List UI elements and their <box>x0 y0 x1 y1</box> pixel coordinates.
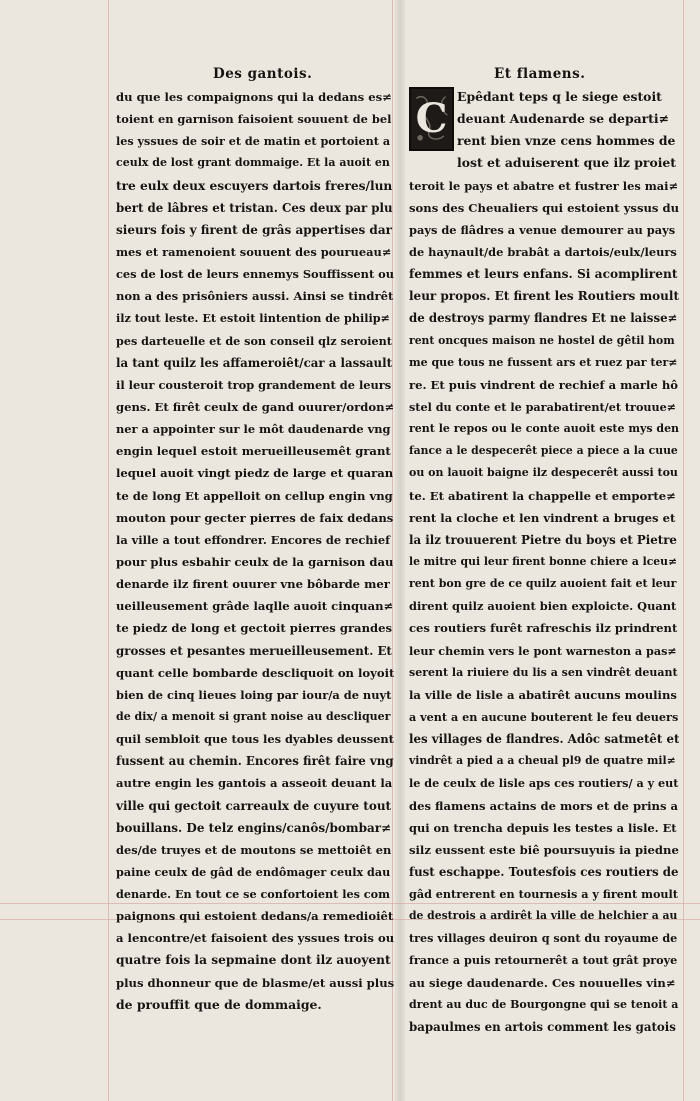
text-line: du que les compaignons qui la dedans es≠ <box>116 90 392 104</box>
text-line: a vent a en aucune bouterent le feu deuers <box>409 709 679 724</box>
text-line: tres villages deuiron q sont du royaume de <box>409 931 678 946</box>
margin-rule-left <box>108 0 109 1101</box>
text-line: plus dhonneur que de blasme/et aussi plus <box>116 975 394 990</box>
text-line: me que tous ne fussent ars et ruez par ter≠ <box>409 355 678 369</box>
text-line: denarde. En tout ce se confortoient les com <box>116 887 390 902</box>
text-line: vindrêt a pied a a cheual pl9 de quatre mil≠ <box>409 754 676 768</box>
text-line: te. Et abatirent la chappelle et emporte≠ <box>409 488 676 503</box>
text-line: silz eussent este biê poursuyuis ia piedne <box>409 842 679 857</box>
text-line: de prouffit que de dommaige. <box>116 996 322 1012</box>
text-line: stel du conte et le parabatirent/et trouue≠ <box>409 399 677 414</box>
text-line: bapaulmes en artois comment les gatois <box>409 1019 676 1034</box>
text-line: lost et aduiserent que ilz proiet <box>457 155 677 171</box>
text-line: ner a appointer sur le môt daudenarde vng <box>116 422 391 437</box>
text-line: Epêdant teps q le siege estoit <box>457 89 662 104</box>
text-line: engin lequel estoit merueilleusemêt grant <box>116 444 391 459</box>
text-line: de dix/ a menoit si grant noise au descliquer <box>116 709 391 723</box>
text-line: bert de lâbres et tristan. Ces deux par plu <box>116 200 393 215</box>
text-line: a lencontre/et faisoient des yssues trois ou <box>116 931 394 946</box>
text-line: dirent quilz auoient bien exploicte. Quant <box>409 599 677 614</box>
right-text-column <box>409 86 679 1038</box>
text-line: rent le repos ou le conte auoit este mys den <box>409 422 679 436</box>
text-line: sons des Cheualiers qui estoient yssus du <box>409 200 679 215</box>
text-line: pour plus esbahir ceulx de la garnison dau <box>116 554 394 569</box>
running-head-right: Et flamens. <box>494 66 586 82</box>
text-line: le mitre qui leur firent bonne chiere a lceu≠ <box>409 554 678 568</box>
text-line: france a puis retournerêt a tout grât proye <box>409 953 678 968</box>
text-line: de destroys parmy flandres Et ne laisse≠ <box>409 311 678 326</box>
text-line: fussent au chemin. Encores firêt faire vng <box>116 754 394 769</box>
text-line: serent la riuiere du lis a sen vindrêt deuant <box>409 665 678 679</box>
text-line: des flamens actains de mors et de prins a <box>409 798 679 813</box>
text-line: la tant quilz les affameroiêt/car a lassault <box>116 355 393 370</box>
text-line: il leur cousteroit trop grandement de leurs <box>116 377 392 392</box>
text-line: rent bon gre de ce quilz auoient fait et leur <box>409 577 677 591</box>
text-line: femmes et leurs enfans. Si acomplirent <box>409 267 678 282</box>
text-line: pes darteuelle et de son conseil qlz seroient <box>116 333 392 348</box>
text-line: la ville de lisle a abatirêt aucuns moulins <box>409 687 677 702</box>
text-line: sieurs fois y firent de grâs appertises dar <box>116 222 392 237</box>
text-line: les yssues de soir et de matin et portoient a <box>116 134 391 149</box>
text-line: des/de truyes et de moutons se mettoiêt en <box>116 842 392 857</box>
left-text-column <box>116 86 394 1016</box>
text-line: gâd entrerent en tournesis a y firent moult <box>409 887 678 902</box>
text-line: gens. Et firêt ceulx de gand ouurer/ordon≠ <box>116 399 394 414</box>
text-line: rent bien vnze cens hommes de <box>457 133 676 149</box>
text-line: toient en garnison faisoient souuent de bel <box>116 112 392 127</box>
text-line: lequel auoit vingt piedz de large et quaran <box>116 466 394 481</box>
text-line: leur chemin vers le pont warneston a pas≠ <box>409 643 677 658</box>
running-head-left: Des gantois. <box>213 66 313 82</box>
initial-letter: C <box>415 95 448 142</box>
text-line: bouillans. De telz engins/canôs/bombar≠ <box>116 820 392 835</box>
text-line: ville qui gectoit carreaulx de cuyure tout <box>116 798 392 813</box>
text-line: mes et ramenoient souuent des pourueau≠ <box>116 244 392 259</box>
text-line: quatre fois la sepmaine dont ilz auoyent <box>116 953 391 968</box>
text-line: ou on lauoit baigne ilz despecerêt aussi tou <box>409 466 678 480</box>
text-line: drent au duc de Bourgongne qui se tenoit a <box>409 997 679 1011</box>
text-line: rent la cloche et len vindrent a bruges et <box>409 510 676 525</box>
margin-rule-right <box>683 0 684 1101</box>
text-line: grosses et pesantes merueilleusement. Et <box>116 643 392 658</box>
text-line: te piedz de long et gectoit pierres grandes <box>116 621 393 636</box>
text-line: de destrois a ardirêt la ville de helchier a au <box>409 909 678 923</box>
text-line: mouton pour gecter pierres de faix dedans <box>116 510 394 525</box>
text-line: fance a le despecerêt piece a piece a la cuue <box>409 444 678 458</box>
text-line: les villages de flandres. Adôc satmetêt et <box>409 732 679 747</box>
text-line: paine ceulx de gâd de endômager ceulx dau <box>116 864 391 879</box>
text-line: ilz tout leste. Et estoit lintention de philip≠ <box>116 311 390 326</box>
text-line: ces routiers furêt rafreschis ilz prindrent <box>409 621 678 636</box>
text-line: deuant Audenarde se departi≠ <box>457 111 669 127</box>
text-line: leur propos. Et firent les Routiers moult <box>409 289 679 304</box>
text-line: pays de flâdres a venue demourer au pays <box>409 222 676 237</box>
text-line: la ville a tout effondrer. Encores de rechief <box>116 532 391 547</box>
text-line: denarde ilz firent ouurer vne bôbarde mer <box>116 577 390 592</box>
text-line: fust eschappe. Toutesfois ces routiers de <box>409 864 679 879</box>
text-line: rent oncques maison ne hostel de gêtil hom <box>409 333 675 347</box>
text-line: le de ceulx de lisle aps ces routiers/ a y eut <box>409 776 679 791</box>
text-line: la ilz trouuerent Pietre du boys et Pietre <box>409 532 677 547</box>
text-line: ceulx de lost grant dommaige. Et la auoit en <box>116 156 390 170</box>
text-line: qui on trencha depuis les testes a lisle. Et <box>409 820 677 835</box>
text-line: ces de lost de leurs ennemys Souffissent ou <box>116 267 394 282</box>
text-line: ueilleusement grâde laqlle auoit cinquan≠ <box>116 599 394 614</box>
text-line: teroit le pays et abatre et fustrer les mai≠ <box>409 178 679 193</box>
text-line: de haynault/de brabât a dartois/eulx/leurs <box>409 244 677 259</box>
text-line: quil sembloit que tous les dyables deussent <box>116 732 394 747</box>
text-line: paignons qui estoient dedans/a remedioiêt <box>116 909 394 924</box>
text-line: quant celle bombarde descliquoit on loyoit <box>116 665 394 680</box>
text-line: te de long Et appelloit on cellup engin vng <box>116 488 393 503</box>
text-line: tre eulx deux escuyers dartois freres/lun <box>116 178 393 193</box>
text-line: au siege daudenarde. Ces nouuelles vin≠ <box>409 975 676 990</box>
text-line: autre engin les gantois a asseoit deuant la <box>116 776 393 791</box>
text-line: re. Et puis vindrent de rechief a marle hô <box>409 377 678 392</box>
text-line: non a des prisôniers aussi. Ainsi se tindrêt <box>116 289 394 304</box>
page-gutter <box>395 0 405 1101</box>
text-line: bien de cinq lieues loing par iour/a de nuyt <box>116 687 392 702</box>
